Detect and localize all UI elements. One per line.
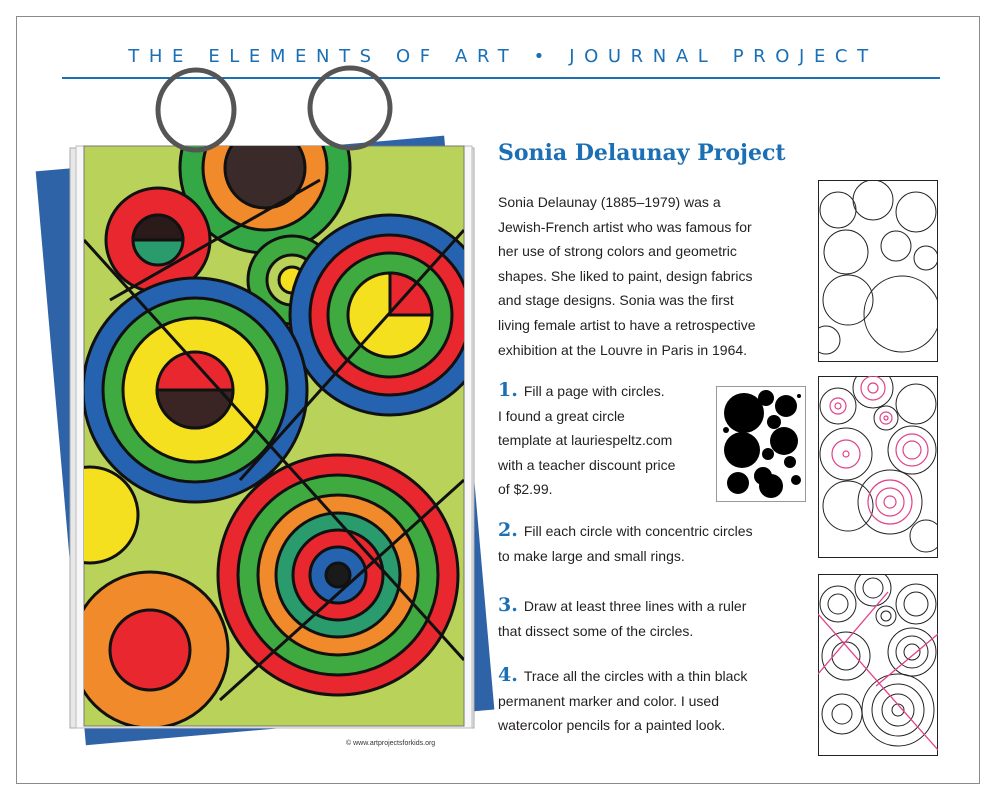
step-number: 1. xyxy=(498,379,518,401)
step-line: that dissect some of the circles. xyxy=(498,622,694,639)
step-line: to make large and small rings. xyxy=(498,547,685,564)
step-1 xyxy=(498,378,675,502)
binder-ring-icon xyxy=(158,70,234,150)
step-line: Fill a page with circles. xyxy=(523,383,665,399)
step-line: permanent marker and color. I used xyxy=(498,692,720,709)
step-number: 3. xyxy=(498,594,518,616)
credit-text: © www.artprojectsforkids.org xyxy=(346,740,436,747)
step-line: Trace all the circles with a thin black xyxy=(523,668,748,684)
project-title: Sonia Delaunay Project xyxy=(498,140,786,166)
step-3 xyxy=(498,593,746,643)
intro-line: exhibition at the Louvre in Paris in 1964. xyxy=(498,341,748,358)
intro-line: Sonia Delaunay (1885–1979) was a xyxy=(498,194,721,210)
page-header: THE ELEMENTS OF ART • JOURNAL PROJECT xyxy=(128,46,878,67)
step-2 xyxy=(498,518,753,568)
intro-line: shapes. She liked to paint, design fabrics xyxy=(498,267,753,284)
step-line: Draw at least three lines with a ruler xyxy=(523,598,747,614)
step-panel-concentric xyxy=(818,376,938,558)
step-line: template at lauriespeltz.com xyxy=(498,432,673,449)
intro-line: living female artist to have a retrospective xyxy=(498,316,756,333)
step-line: with a teacher discount price xyxy=(498,456,676,473)
step-panel-circles xyxy=(818,180,938,362)
step-line: Fill each circle with concentric circles xyxy=(523,523,753,539)
binder-ring-icon xyxy=(310,68,390,148)
step-line: watercolor pencils for a painted look. xyxy=(498,717,726,734)
step-panel-lines xyxy=(818,574,938,756)
step-number: 2. xyxy=(498,519,518,541)
step-line: I found a great circle xyxy=(498,407,625,424)
intro-line: Jewish-French artist who was famous for xyxy=(498,218,752,235)
intro-line: and stage designs. Sonia was the first xyxy=(498,292,734,309)
intro-line: her use of strong colors and geometric xyxy=(498,243,737,260)
step-line: of $2.99. xyxy=(498,481,553,498)
step-number: 4. xyxy=(498,664,518,686)
step-4 xyxy=(498,663,747,738)
intro-paragraph xyxy=(498,190,808,362)
circle-template-icon xyxy=(716,386,806,502)
